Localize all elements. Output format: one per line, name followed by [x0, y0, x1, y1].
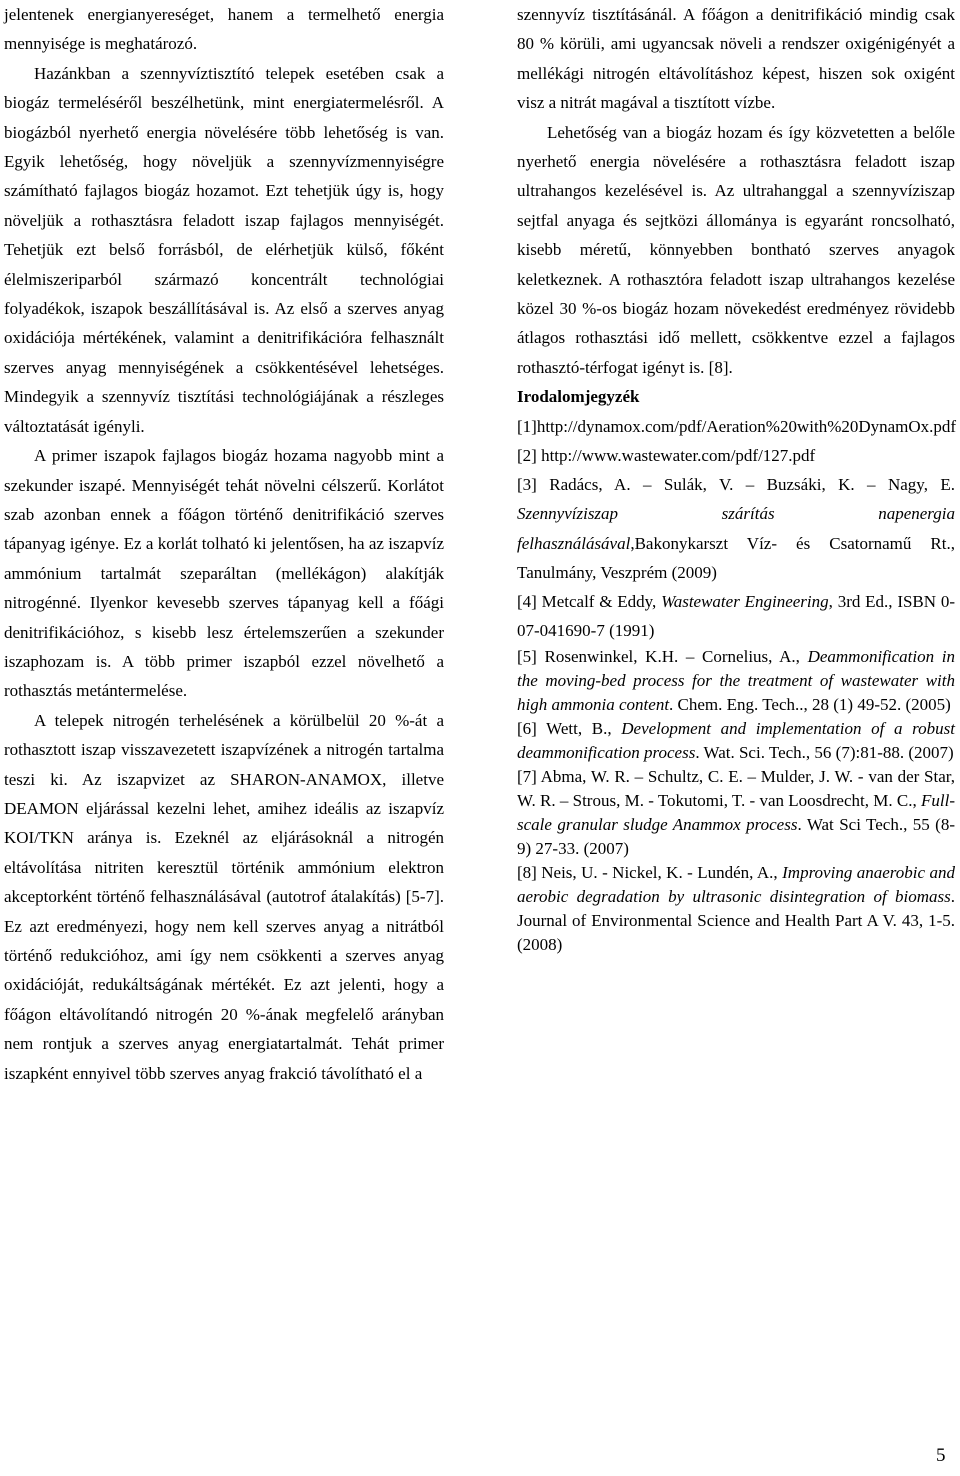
paragraph-5: szennyvíz tisztításánál. A főágon a denitrifikáció mindig csak 80 % körüli, ami ugyancsak növeli a rendszer oxigénigényét a mellékági nitrogén eltávolításhoz képest, hiszen sok oxigént visz a nitrát magával a tisztított vízbe. [517, 5, 955, 113]
reference-text: . Wat. Sci. Tech., 56 (7):81-88. (2007) [695, 743, 954, 763]
reference-text: . Wat Sci Tech., 55 (8-9) 27-33. (2007) [517, 815, 955, 859]
reference-text: [1]http://dynamox.com/pdf/Aeration%20with%20DynamOx.pdf [517, 416, 957, 436]
page-number: 5 [936, 1445, 946, 1466]
reference-text: [4] Metcalf & Eddy, [517, 591, 662, 611]
reference-text: . Chem. Eng. Tech.., 28 (1) 49-52. (2005) [669, 695, 951, 715]
paragraph-1: jelentenek energianyereséget, hanem a termelhető energia mennyisége is meghatározó. [4, 5, 444, 54]
reference-text: [2] http://www.wastewater.com/pdf/127.pdf [517, 445, 816, 465]
reference-item [517, 861, 955, 957]
reference-item [517, 470, 955, 587]
reference-text: [5] Rosenwinkel, K.H. – Cornelius, A., [517, 647, 808, 667]
reference-text: ,Bakonykarszt Víz- és Csatornamű Rt., Tanulmány, Veszprém (2009) [517, 533, 955, 582]
right-column [517, 0, 955, 957]
reference-title-italic: Deammonification in the moving-bed process for the treatment of wastewater with high ammonia content [517, 647, 956, 715]
references-title: Irodalomjegyzék [517, 387, 640, 407]
reference-title-italic: Development and implementation of a robust deammonification process [517, 719, 956, 763]
paragraph-3: A primer iszapok fajlagos biogáz hozama nagyobb mint a szekunder iszapé. Mennyiségét tehát növelni célszerű. Korlátot szab azonban ennek a főágon történő denitrifikáció szerves tápanyag igénye. Ez a korlát tolható ki jelentősen, ha az iszapvíz ammónium tartalmát szeparáltan (mellékágon) alakítják nitrogénné. Ilyenkor kevesebb szerves tápanyag kell a főági denitrifikációhoz, s kisebb lesz értelemszerűen a szekunder iszaphozam is. A több primer iszapból ezzel növelhető a rothasztás metántermelése. [4, 446, 444, 701]
reference-text: [8] Neis, U. - Nickel, K. - Lundén, A., [517, 863, 783, 883]
reference-item [517, 441, 955, 470]
paragraph-4: A telepek nitrogén terhelésének a körülbelül 20 %-át a rothasztott iszap visszavezetett iszapvízének a nitrogén tartalma teszi ki. Az iszapvizet az SHARON-ANAMOX, illetve DEAMON eljárással kezelni lehet, amihez ideális az iszapvíz KOI/TKN aránya is. Ezeknél az eljárásoknál a nitrogén eltávolítása nitriten keresztül történik ammónium elektron akceptorként történő felhasználásával (autotrof átalakítás) [5-7]. Ez azt eredményezi, hogy nem kell szerves anyag a nitrátból történő redukcióhoz, ami így nem csökkenti a szerves anyag oxidációját, redukáltságának mértékét. Ez azt jelenti, hogy a főágon eltávolítandó nitrogén 20 %-ának megfelelő arányban nem rontjuk a szerves anyag energiatartalmát. Tehát primer iszapként ennyivel több szerves anyag frakció távolítható el a [4, 710, 444, 1083]
reference-text: , 3rd Ed., ISBN 0-07-041690-7 (1991) [517, 591, 956, 641]
reference-item [517, 645, 955, 717]
reference-title-italic: Szennyvíziszap szárítás napenergia felhasználásával [517, 504, 955, 553]
reference-text: [6] Wett, B., [517, 719, 622, 739]
reference-text: . Journal of Environmental Science and Health Part A V. 43, 1-5. (2008) [517, 887, 955, 955]
reference-item [517, 412, 955, 441]
reference-text: [3] Radács, A. – Sulák, V. – Buzsáki, K. – Nagy, E. [517, 475, 955, 495]
paragraph-2: Hazánkban a szennyvíztisztító telepek esetében csak a biogáz termeléséről beszélhetünk, mint energiatermelésről. A biogázból nyerhető energia növelésére több lehetőség is van. Egyik lehetőség, hogy növeljük a szennyvízmennyiségre számítható fajlagos biogáz hozamot. Ezt tehetjük úgy is, hogy növeljük a rothasztásra feladott iszap fajlagos mennyiségét. Tehetjük ezt belső forrásból, de elérhetjük külső, főként élelmiszeriparból származó koncentrált technológiai folyadékok, iszapok beszállításával is. Az első a szerves anyag oxidációja mértékének, valamint a denitrifikációra felhasznált szerves anyag mennyiségének a csökkentésével lehetséges. Mindegyik a szennyvíz tisztítási technológiájának a részleges változtatását igényli. [4, 63, 444, 436]
left-column [4, 0, 444, 1088]
reference-title-italic: Wastewater Engineering [661, 591, 829, 611]
reference-text: [7] Abma, W. R. – Schultz, C. E. – Mulder, J. W. - van der Star, W. R. – Strous, M. - Tokutomi, T. - van Loosdrecht, M. C., [517, 767, 955, 811]
reference-title-italic: Improving anaerobic and aerobic degradation by ultrasonic disintegration of biomass [517, 863, 955, 907]
reference-item [517, 717, 955, 765]
reference-list [517, 412, 955, 958]
reference-item [517, 765, 955, 861]
reference-title-italic: Full-scale granular sludge Anammox process [517, 791, 955, 835]
paragraph-6: Lehetőség van a biogáz hozam és így közvetetten a belőle nyerhető energia növelésére a rothasztásra feladott iszap ultrahangos kezelésével is. Az ultrahanggal a szennyvíziszap sejtfal anyaga és sejtközi állománya is egyaránt roncsolható, kisebb méretű, könnyebben bontható szerves anyagok keletkeznek. A rothasztóra feladott iszap ultrahangos kezelése közel 30 %-os biogáz hozam növekedést eredményez rövidebb átlagos rothasztási idő mellett, csökkentve ezzel a fajlagos rothasztó-térfogat igényt is. [8]. [517, 122, 955, 377]
reference-item [517, 587, 955, 645]
